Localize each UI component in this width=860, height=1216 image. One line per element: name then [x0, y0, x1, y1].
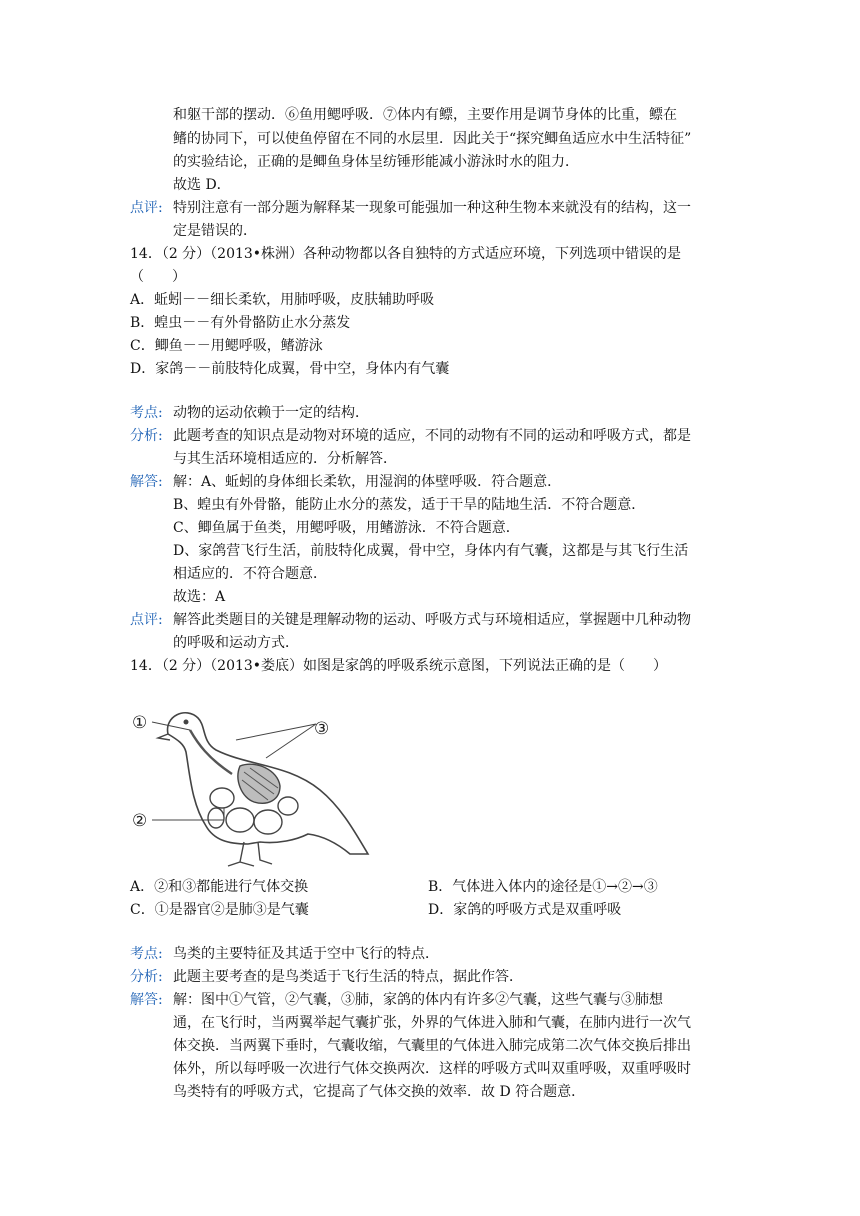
- q1-fenxi-tag: 分析:: [130, 428, 163, 444]
- leader-line-2: [152, 808, 224, 820]
- q2-fenxi-tag: 分析:: [130, 969, 163, 985]
- question-1-option-c: C．鲫鱼－－用鳃呼吸，鳍游泳: [130, 338, 323, 354]
- leader-line-3: [236, 724, 316, 758]
- q2-jieda-line-2: 通，在飞行时，当两翼举起气囊扩张，外界的气体进入肺和气囊，在肺内进行一次气: [173, 1015, 691, 1031]
- pigeon-legs: [228, 842, 272, 866]
- q1-kaodian-tag: 考点:: [130, 405, 163, 421]
- q1-fenxi-line-2: 与其生活环境相适应的．分析解答．: [173, 451, 397, 467]
- q1-pingdian-line-1: 解答此类题目的关键是理解动物的运动、呼吸方式与环境相适应，掌握题中几种动物: [173, 612, 691, 628]
- q1-jieda-line-1: 解：A、蚯蚓的身体细长柔软，用湿润的体壁呼吸．符合题意．: [173, 474, 562, 490]
- pigeon-respiratory-diagram: [128, 694, 392, 870]
- q2-jieda-line-1: 解：图中①气管，②气囊，③肺，家鸽的体内有许多②气囊，这些气囊与③肺想: [173, 992, 663, 1008]
- prev-answer-line-2: 鳍的协同下，可以使鱼停留在不同的水层里．因此关于“探究鲫鱼适应水中生活特征”: [173, 131, 692, 147]
- question-1-stem: 14．（2 分）（2013•株洲）各种动物都以各自独特的方式适应环境，下列选项中错误的是: [130, 246, 682, 262]
- q2-jieda-line-3: 体交换．当两翼下垂时，气囊收缩，气囊里的气体进入肺完成第二次气体交换后排出: [173, 1038, 691, 1054]
- question-1-stem-blank: （ ）: [130, 269, 186, 285]
- comment-tag: 点评:: [130, 200, 163, 216]
- question-2-option-c: C．①是器官②是肺③是气囊: [130, 902, 309, 918]
- prev-answer-line-3: 的实验结论，正确的是鲫鱼身体呈纺锤形能减小游泳时水的阻力．: [173, 154, 579, 170]
- question-2-stem: 14．（2 分）（2013•娄底）如图是家鸽的呼吸系统示意图，下列说法正确的是（ ）: [130, 658, 668, 674]
- question-1-option-a: A．蚯蚓－－细长柔软，用肺呼吸，皮肤辅助呼吸: [130, 292, 435, 308]
- pigeon-eye: [184, 720, 189, 725]
- prev-answer-line-4: 故选 D．: [173, 177, 231, 193]
- question-2-option-d: D．家鸽的呼吸方式是双重呼吸: [428, 902, 622, 918]
- question-1-option-d: D．家鸽－－前肢特化成翼，骨中空，身体内有气囊: [130, 361, 450, 377]
- comment-line-2: 定是错误的．: [173, 223, 257, 239]
- q2-jieda-line-5: 鸟类特有的呼吸方式，它提高了气体交换的效率．故 D 符合题意．: [173, 1084, 586, 1100]
- q1-jieda-line-4: D、家鸽营飞行生活，前肢特化成翼，骨中空，身体内有气囊，这都是与其飞行生活: [173, 543, 689, 559]
- q2-kaodian-text: 鸟类的主要特征及其适于空中飞行的特点．: [173, 946, 439, 962]
- question-2-option-a: A．②和③都能进行气体交换: [130, 879, 309, 895]
- question-1-option-b: B．蝗虫－－有外骨骼防止水分蒸发: [130, 315, 351, 331]
- q1-jieda-tag: 解答:: [130, 474, 163, 490]
- question-2-option-b: B．气体进入体内的途径是①→②→③: [428, 879, 658, 895]
- prev-answer-line-1: 和躯干部的摆动．⑥鱼用鳃呼吸．⑦体内有鳔，主要作用是调节身体的比重，鳔在: [173, 107, 677, 123]
- q1-kaodian-text: 动物的运动依赖于一定的结构．: [173, 405, 369, 421]
- figure-label-1: ①: [132, 713, 148, 733]
- figure-label-3: ③: [314, 719, 330, 739]
- lung-shape: [238, 764, 280, 803]
- comment-line-1: 特别注意有一部分题为解释某一现象可能强加一种这种生物本来就没有的结构，这一: [173, 200, 691, 216]
- q1-pingdian-tag: 点评:: [130, 612, 163, 628]
- q1-jieda-line-3: C、鲫鱼属于鱼类，用鳃呼吸，用鳍游泳．不符合题意．: [173, 520, 520, 536]
- q1-fenxi-line-1: 此题考查的知识点是动物对环境的适应，不同的动物有不同的运动和呼吸方式，都是: [173, 428, 691, 444]
- q2-fenxi-text: 此题主要考查的是鸟类适于飞行生活的特点，据此作答．: [173, 969, 523, 985]
- q1-jieda-line-5: 相适应的．不符合题意．: [173, 566, 327, 582]
- q2-jieda-tag: 解答:: [130, 992, 163, 1008]
- q2-jieda-line-4: 体外，所以每呼吸一次进行气体交换两次．这样的呼吸方式叫双重呼吸，双重呼吸时: [173, 1061, 691, 1077]
- figure-label-2: ②: [132, 811, 148, 831]
- q2-kaodian-tag: 考点:: [130, 946, 163, 962]
- trachea-shape: [190, 730, 232, 774]
- q1-jieda-line-2: B、蝗虫有外骨骼，能防止水分的蒸发，适于干旱的陆地生活．不符合题意．: [173, 497, 646, 513]
- q1-jieda-line-6: 故选：A: [173, 589, 226, 605]
- q1-pingdian-line-2: 的呼吸和运动方式．: [173, 635, 299, 651]
